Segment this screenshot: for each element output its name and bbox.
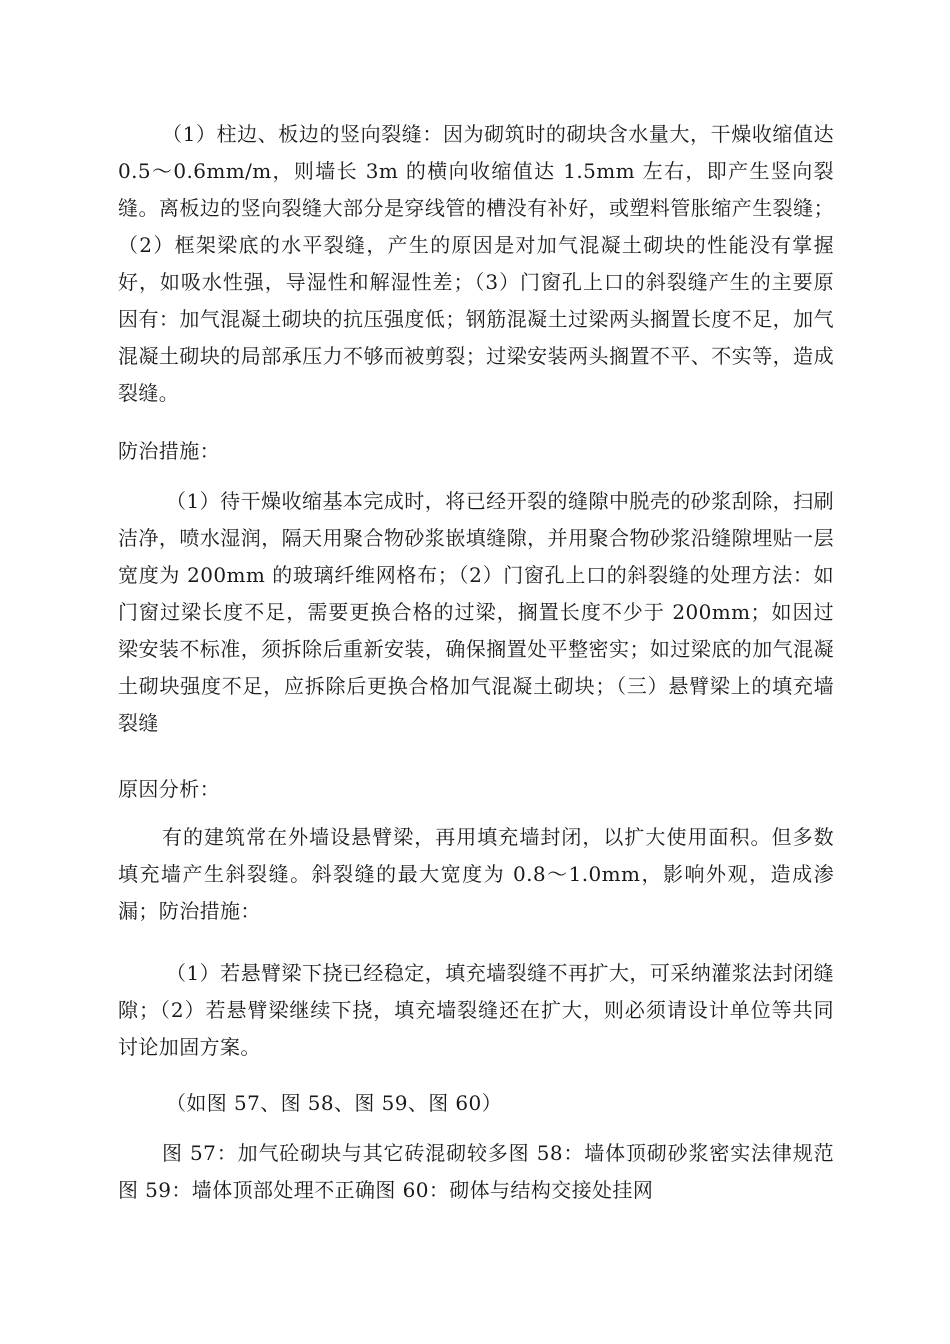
paragraph-causes-vertical-horizontal-cracks: （1）柱边、板边的竖向裂缝：因为砌筑时的砌块含水量大，干燥收缩值达 0.5～0.6mm/m，则墙长 3m 的横向收缩值达 1.5mm 左右，即产生竖向裂缝。离板边的竖向裂缝大部分是穿线管的槽没有补好，或塑料管胀缩产生裂缝；（2）框架梁底的水平裂缝，产生的原因是对加气混凝土砌块的性能没有掌握好，如吸水性强，导湿性和解湿性差；（3）门窗孔上口的斜裂缝产生的主要原因有：加气混凝土砌块的抗压强度低；钢筋混凝土过梁两头搁置长度不足，加气混凝土砌块的局部承压力不够而被剪裂；过梁安装两头搁置不平、不实等，造成裂缝。 [118, 122, 834, 405]
paragraph-cantilever-wall-cracks: 有的建筑常在外墙设悬臂梁，再用填充墙封闭，以扩大使用面积。但多数填充墙产生斜裂缝。斜裂缝的最大宽度为 0.8～1.0mm，影响外观，造成渗漏；防治措施： [118, 825, 834, 923]
paragraph-cantilever-treatment: （1）若悬臂梁下挠已经稳定，填充墙裂缝不再扩大，可采纳灌浆法封闭缝隙；（2）若悬臂梁继续下挠，填充墙裂缝还在扩大，则必须请设计单位等共同讨论加固方案。 [118, 961, 834, 1059]
heading-cause-analysis: 原因分析： [118, 777, 220, 801]
paragraph-repair-methods: （1）待干燥收缩基本完成时，将已经开裂的缝隙中脱壳的砂浆刮除，扫刷洁净，喷水湿润，隔天用聚合物砂浆嵌填缝隙，并用聚合物砂浆沿缝隙埋贴一层宽度为 200mm 的玻璃纤维网格布；（2）门窗孔上口的斜裂缝的处理方法：如门窗过梁长度不足，需要更换合格的过梁，搁置长度不少于 200mm；如因过梁安装不标准，须拆除后重新安装，确保搁置处平整密实；如过梁底的加气混凝土砌块强度不足，应拆除后更换合格加气混凝土砌块；（三）悬臂梁上的填充墙裂缝 [118, 489, 834, 735]
paragraph-figure-captions: 图 57：加气砼砌块与其它砖混砌较多图 58：墙体顶砌砂浆密实法律规范图 59：墙体顶部处理不正确图 60：砌体与结构交接处挂网 [118, 1141, 834, 1202]
paragraph-figure-reference: （如图 57、图 58、图 59、图 60） [166, 1091, 503, 1115]
heading-prevention-measures: 防治措施： [118, 439, 220, 463]
